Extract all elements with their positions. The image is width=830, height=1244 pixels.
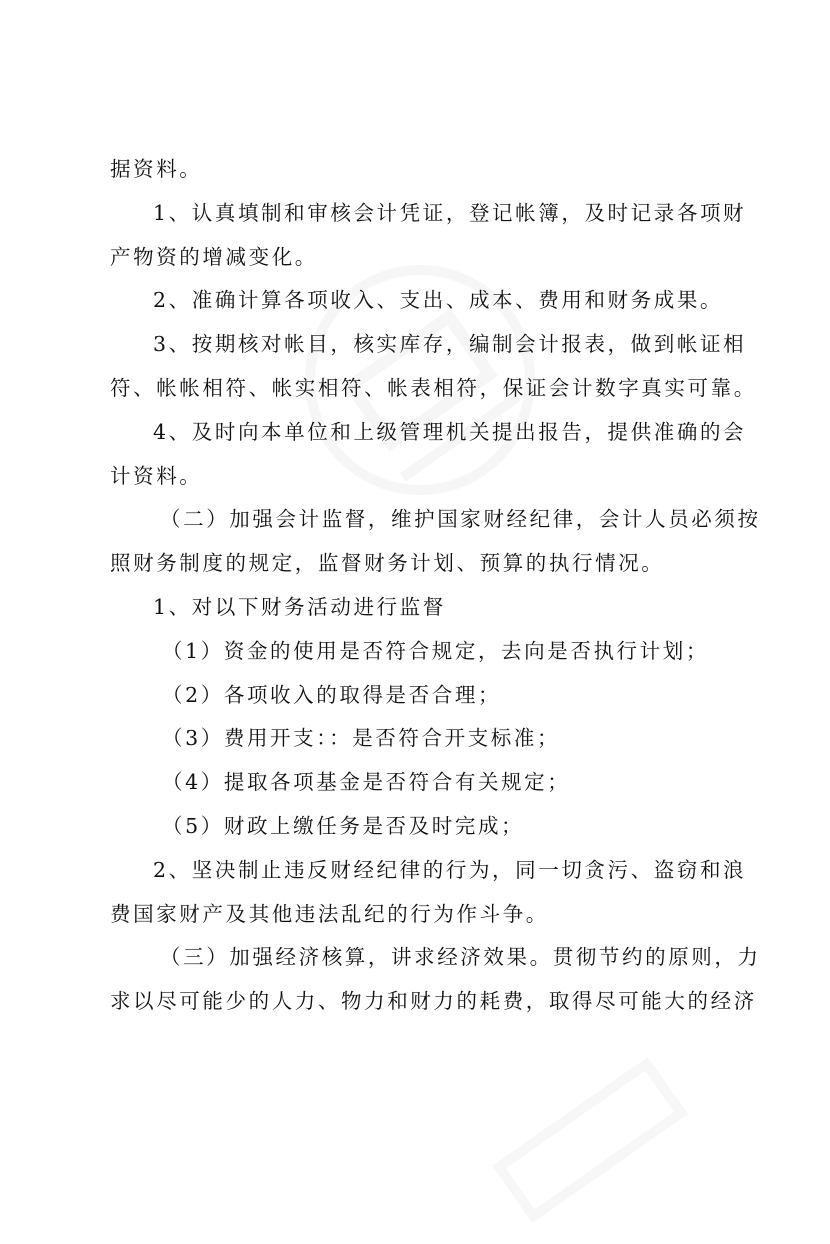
text-line: 据资料。 — [110, 157, 203, 181]
text-line: 2、坚决制止违反财经纪律的行为，同一切贪污、盗窃和浪 — [153, 857, 747, 882]
text-line: 3、按期核对帐目，核实库存，编制会计报表，做到帐证相 — [153, 332, 747, 357]
text-line: 求以尽可能少的人力、物力和财力的耗费，取得尽可能大的经济 — [110, 989, 757, 1014]
text-line: （三）加强经济核算，讲求经济效果。贯彻节约的原则，力 — [160, 945, 761, 970]
text-line: 照财务制度的规定，监督财务计划、预算的执行情况。 — [110, 551, 665, 576]
text-line: 产物资的增减变化。 — [110, 244, 318, 269]
text-line: （3）费用开支：：是否符合开支标准； — [162, 726, 561, 751]
text-line: 符、帐帐相符、帐实相符、帐表相符，保证会计数字真实可靠。 — [110, 375, 757, 400]
text-line: 4、及时向本单位和上级管理机关提出报告，提供准确的会 — [153, 419, 747, 444]
text-line: 计资料。 — [110, 463, 203, 488]
watermark-logo-bottom — [471, 1036, 709, 1244]
text-line: （4）提取各项基金是否符合有关规定； — [162, 770, 571, 795]
text-line: （2）各项收入的取得是否合理； — [162, 682, 502, 707]
text-line: （5）财政上缴任务是否及时完成； — [162, 813, 525, 838]
text-line: 费国家财产及其他违法乱纪的行为作斗争。 — [110, 901, 549, 926]
text-line: （二）加强会计监督，维护国家财经纪律，会计人员必须按 — [160, 507, 761, 532]
document-body — [110, 148, 761, 1024]
text-line: （1）资金的使用是否符合规定，去向是否执行计划； — [162, 638, 709, 663]
text-line: 1、对以下财务活动进行监督 — [153, 594, 446, 619]
text-line: 2、准确计算各项收入、支出、成本、费用和财务成果。 — [153, 288, 724, 313]
text-line: 1、认真填制和审核会计凭证，登记帐簿，及时记录各项财 — [153, 200, 747, 225]
